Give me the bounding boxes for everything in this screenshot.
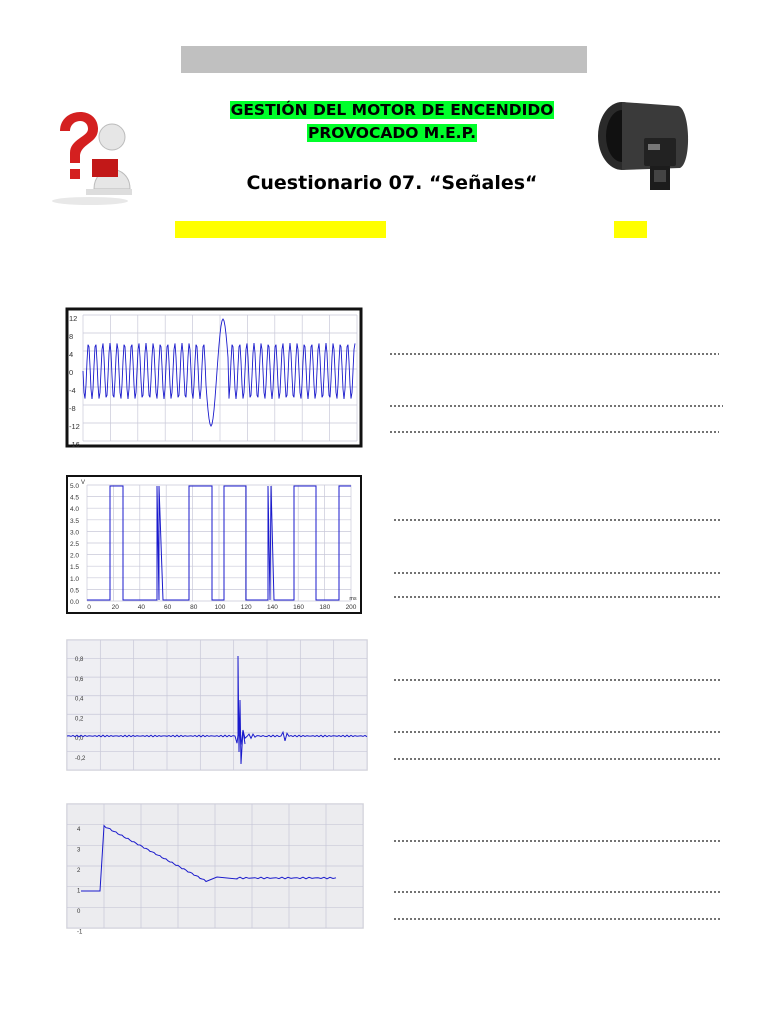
- tick-label: 2: [77, 868, 81, 874]
- tick-label: 180: [319, 604, 331, 611]
- scope-knock-signal: [67, 640, 367, 770]
- answer-line[interactable]: [393, 891, 721, 893]
- tick-label: -12: [69, 422, 80, 431]
- tick-label: 120: [240, 604, 252, 611]
- tick-label: 0,4: [75, 696, 84, 703]
- tick-label: 160: [293, 604, 305, 611]
- answer-line[interactable]: [393, 596, 721, 598]
- tick-label: 2.5: [70, 541, 80, 548]
- scope-hall-signal: [67, 476, 361, 613]
- tick-label: -0,2: [75, 756, 86, 762]
- tick-label: 1: [77, 888, 81, 895]
- tick-label: -8: [69, 404, 76, 413]
- tick-label: 1.5: [70, 564, 80, 572]
- tick-label: 2.0: [70, 552, 80, 560]
- tick-label: 60: [163, 604, 172, 611]
- tick-label: 3.5: [70, 517, 80, 525]
- tick-label: 4.5: [70, 494, 80, 502]
- tick-label: 4: [69, 350, 74, 359]
- tick-label: 3: [77, 847, 81, 854]
- tick-label: 1.0: [70, 575, 80, 583]
- answer-line[interactable]: [393, 679, 721, 681]
- tick-label: 0.0: [70, 599, 80, 606]
- tick-label: 80: [190, 604, 198, 611]
- tick-label: 20: [111, 604, 119, 611]
- tick-label: 100: [214, 604, 226, 611]
- page-subtitle: Cuestionario 07. “Señales“: [246, 172, 538, 194]
- tick-label: 40: [137, 604, 146, 611]
- tick-label: 0,8: [75, 657, 84, 663]
- tick-label: 12: [69, 314, 78, 323]
- answer-line[interactable]: [393, 918, 721, 920]
- tick-label: 140: [266, 604, 278, 611]
- question-reader-icon: [46, 97, 136, 205]
- tick-label: 0,6: [75, 676, 84, 683]
- name-highlight-field: [175, 221, 386, 238]
- tick-label: 0,0: [75, 736, 84, 743]
- title-line-2: PROVOCADO M.E.P.: [308, 124, 476, 142]
- answer-line[interactable]: [389, 405, 723, 407]
- tick-label: V: [81, 480, 86, 486]
- tick-label: 0,2: [75, 716, 84, 723]
- header-bar: [181, 46, 587, 73]
- answer-line[interactable]: [389, 353, 719, 355]
- title-line-1: GESTIÓN DEL MOTOR DE ENCENDIDO: [230, 101, 554, 119]
- answer-line[interactable]: [393, 731, 721, 733]
- tick-label: -1: [77, 929, 83, 936]
- answer-line[interactable]: [389, 431, 719, 433]
- grade-highlight-field: [614, 221, 647, 238]
- plot-area: [67, 640, 367, 770]
- tick-label: 200: [345, 604, 357, 611]
- tick-label: 0.5: [70, 587, 80, 595]
- tick-label: 8: [69, 332, 74, 341]
- scope-decay-signal: [67, 804, 363, 936]
- tick-label: 4: [77, 827, 81, 833]
- tick-label: ms: [349, 596, 357, 602]
- answer-line[interactable]: [393, 840, 721, 842]
- answer-line[interactable]: [393, 758, 721, 760]
- tick-label: 5.0: [70, 483, 80, 490]
- tick-label: -4: [69, 386, 76, 395]
- scope-inductive-signal: [67, 309, 361, 449]
- tick-label: -16: [69, 440, 80, 449]
- tick-label: 0: [69, 368, 74, 377]
- tick-label: 4.0: [70, 506, 80, 514]
- answer-line[interactable]: [393, 519, 721, 521]
- tick-label: 0: [87, 604, 91, 611]
- answer-line[interactable]: [393, 572, 721, 574]
- tick-label: 0: [77, 909, 81, 915]
- tick-label: 3.0: [70, 529, 80, 537]
